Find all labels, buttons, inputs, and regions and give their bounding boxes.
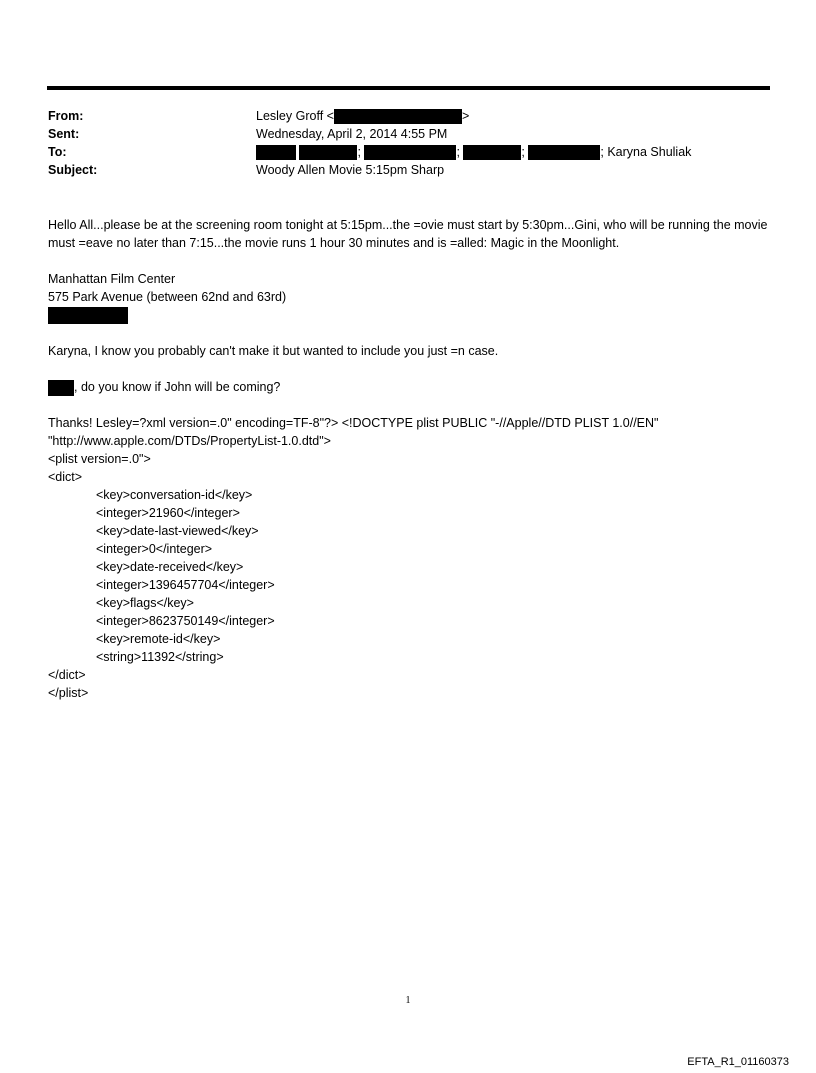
john-question: , do you know if John will be coming? xyxy=(74,380,281,395)
plist-close: </plist> xyxy=(48,686,89,701)
sent-value: Wednesday, April 2, 2014 4:55 PM xyxy=(256,127,448,141)
from-label: From: xyxy=(48,109,84,123)
body-paragraph: Karyna, I know you probably can't make it but wanted to include you just =n case. xyxy=(48,344,499,359)
subject-value: Woody Allen Movie 5:15pm Sharp xyxy=(256,163,445,177)
address-line: Manhattan Film Center xyxy=(48,272,176,286)
from-close: > xyxy=(461,109,470,123)
to-label: To: xyxy=(48,145,67,159)
dict-entry: <integer>8623750149</integer> xyxy=(96,614,275,629)
address-line: 575 Park Avenue (between 62nd and 63rd) xyxy=(48,290,287,304)
to-separator: ; xyxy=(456,145,460,159)
redacted-recipient xyxy=(299,145,357,160)
to-separator: ; xyxy=(521,145,525,159)
to-last-recipient: ; Karyna Shuliak xyxy=(600,145,692,159)
redacted-recipient xyxy=(364,145,456,160)
dict-entry: <integer>0</integer> xyxy=(96,542,213,557)
header-rule xyxy=(47,86,770,90)
dict-entry: <string>11392</string> xyxy=(96,650,224,665)
to-separator: ; xyxy=(357,145,361,159)
dict-entry: <key>conversation-id</key> xyxy=(96,488,253,503)
dtd-line: "http://www.apple.com/DTDs/PropertyList-1.0.dtd"> xyxy=(48,434,331,449)
from-value xyxy=(256,107,469,125)
subject-label: Subject: xyxy=(48,163,98,177)
dict-entry: <key>date-last-viewed</key> xyxy=(96,524,259,539)
redacted-email xyxy=(334,109,462,124)
email-body xyxy=(48,216,778,702)
document-id: EFTA_R1_01160373 xyxy=(687,1056,789,1068)
redacted-recipient xyxy=(463,145,521,160)
sent-label: Sent: xyxy=(48,127,80,141)
body-paragraph xyxy=(48,378,778,396)
plist-open: <plist version=.0"> xyxy=(48,452,151,467)
dict-entry: <key>remote-id</key> xyxy=(96,632,221,647)
page-number: 1 xyxy=(405,995,411,1006)
thanks-line: Thanks! Lesley=?xml version=.0" encoding=TF-8"?> <!DOCTYPE plist PUBLIC "-//Apple//DTD PLIST 1.0//EN" xyxy=(48,416,659,431)
redacted-line xyxy=(48,306,778,324)
redacted-name xyxy=(48,380,74,396)
dict-close: </dict> xyxy=(48,668,86,683)
redacted-phone xyxy=(48,307,128,324)
redacted-recipient xyxy=(528,145,600,160)
dict-open: <dict> xyxy=(48,470,83,485)
redacted-recipient xyxy=(256,145,296,160)
dict-entry: <key>flags</key> xyxy=(96,596,194,611)
body-paragraph: Hello All...please be at the screening room tonight at 5:15pm...the =ovie must start by 5:30pm...Gini, who will be running the movie must =eave no later than 7:15...the movie runs 1 hour 30 minutes and is =alled: Magic in the Moonlight. xyxy=(48,218,768,250)
to-value xyxy=(256,143,691,161)
dict-entry: <key>date-received</key> xyxy=(96,560,244,575)
from-name: Lesley Groff < xyxy=(256,109,334,123)
dict-entry: <integer>21960</integer> xyxy=(96,506,240,521)
dict-entry: <integer>1396457704</integer> xyxy=(96,578,275,593)
